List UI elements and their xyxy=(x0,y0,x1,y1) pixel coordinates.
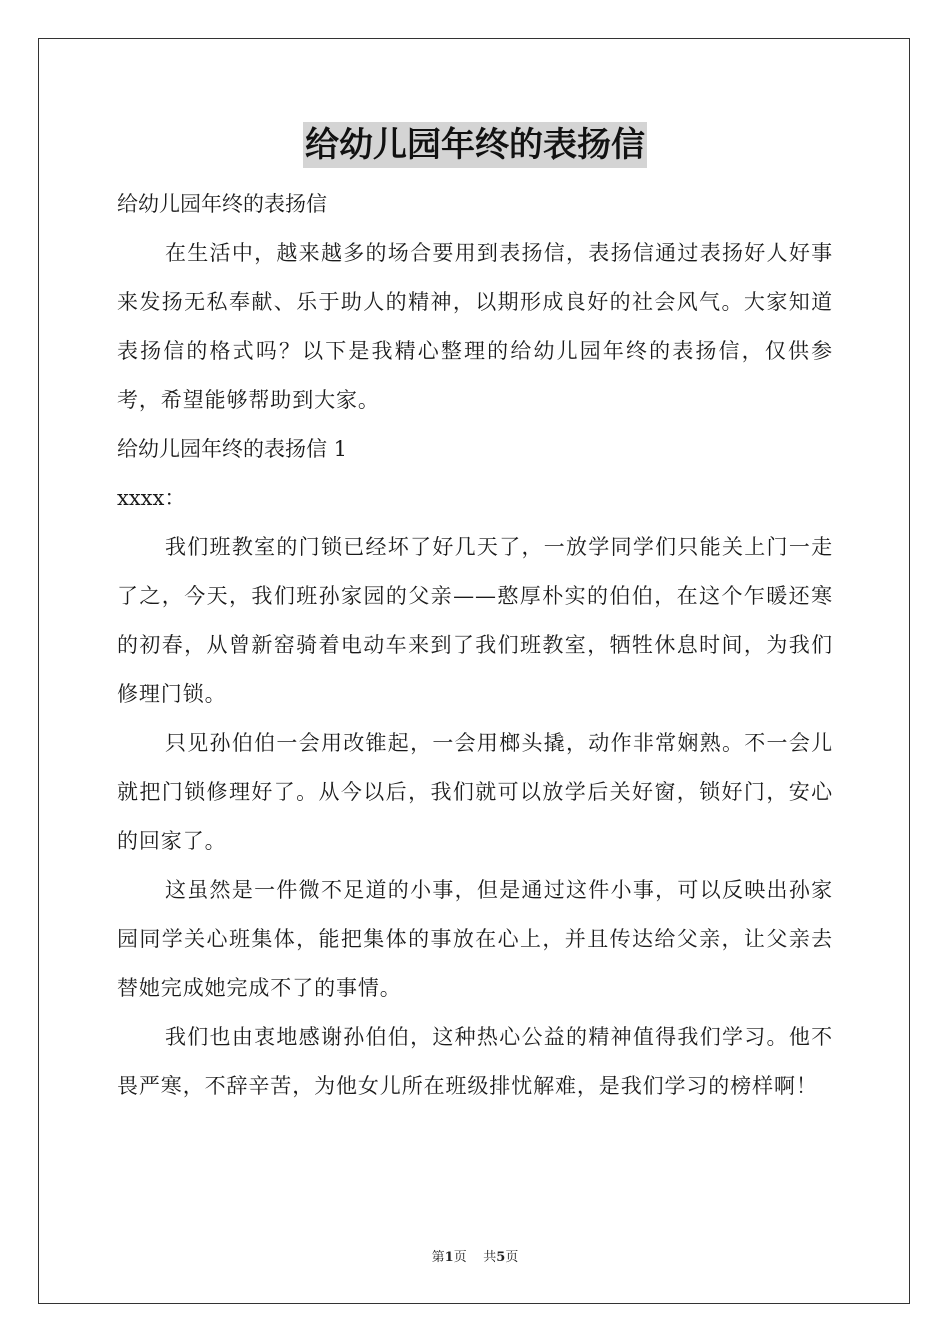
body-paragraph-1: 我们班教室的门锁已经坏了好几天了，一放学同学们只能关上门一走了之，今天，我们班孙家园的父亲——憨厚朴实的伯伯，在这个乍暖还寒的初春，从曾新窑骑着电动车来到了我们班教室，牺牲休息时间，为我们修理门锁。 xyxy=(117,535,833,706)
footer-total-unit: 页 xyxy=(505,1250,519,1265)
document-body xyxy=(117,122,833,1111)
document-subtitle: 给幼儿园年终的表扬信 xyxy=(117,192,327,216)
title-wrap xyxy=(117,122,833,174)
body-paragraph-2: 只见孙伯伯一会用改锥起，一会用榔头撬，动作非常娴熟。不一会儿就把门锁修理好了。从今以后，我们就可以放学后关好窗，锁好门，安心的回家了。 xyxy=(117,731,833,853)
page-footer xyxy=(0,1246,950,1265)
footer-page-prefix: 第 xyxy=(431,1250,445,1265)
salutation: xxxx： xyxy=(117,486,186,510)
footer-page-total: 5 xyxy=(496,1250,506,1265)
footer-total-prefix: 共 xyxy=(483,1250,497,1265)
body-paragraph-3: 这虽然是一件微不足道的小事，但是通过这件小事，可以反映出孙家园同学关心班集体，能把集体的事放在心上，并且传达给父亲，让父亲去替她完成她完成不了的事情。 xyxy=(117,878,833,1000)
intro-paragraph: 在生活中，越来越多的场合要用到表扬信，表扬信通过表扬好人好事来发扬无私奉献、乐于助人的精神，以期形成良好的社会风气。大家知道表扬信的格式吗？以下是我精心整理的给幼儿园年终的表扬信，仅供参考，希望能够帮助到大家。 xyxy=(117,241,833,412)
footer-page-unit: 页 xyxy=(453,1250,467,1265)
body-paragraph-4: 我们也由衷地感谢孙伯伯，这种热心公益的精神值得我们学习。他不畏严寒，不辞辛苦，为他女儿所在班级排忧解难，是我们学习的榜样啊！ xyxy=(117,1025,833,1098)
document-title: 给幼儿园年终的表扬信 xyxy=(303,122,647,168)
section-heading: 给幼儿园年终的表扬信 1 xyxy=(117,437,348,461)
footer-page-current: 1 xyxy=(444,1250,454,1265)
